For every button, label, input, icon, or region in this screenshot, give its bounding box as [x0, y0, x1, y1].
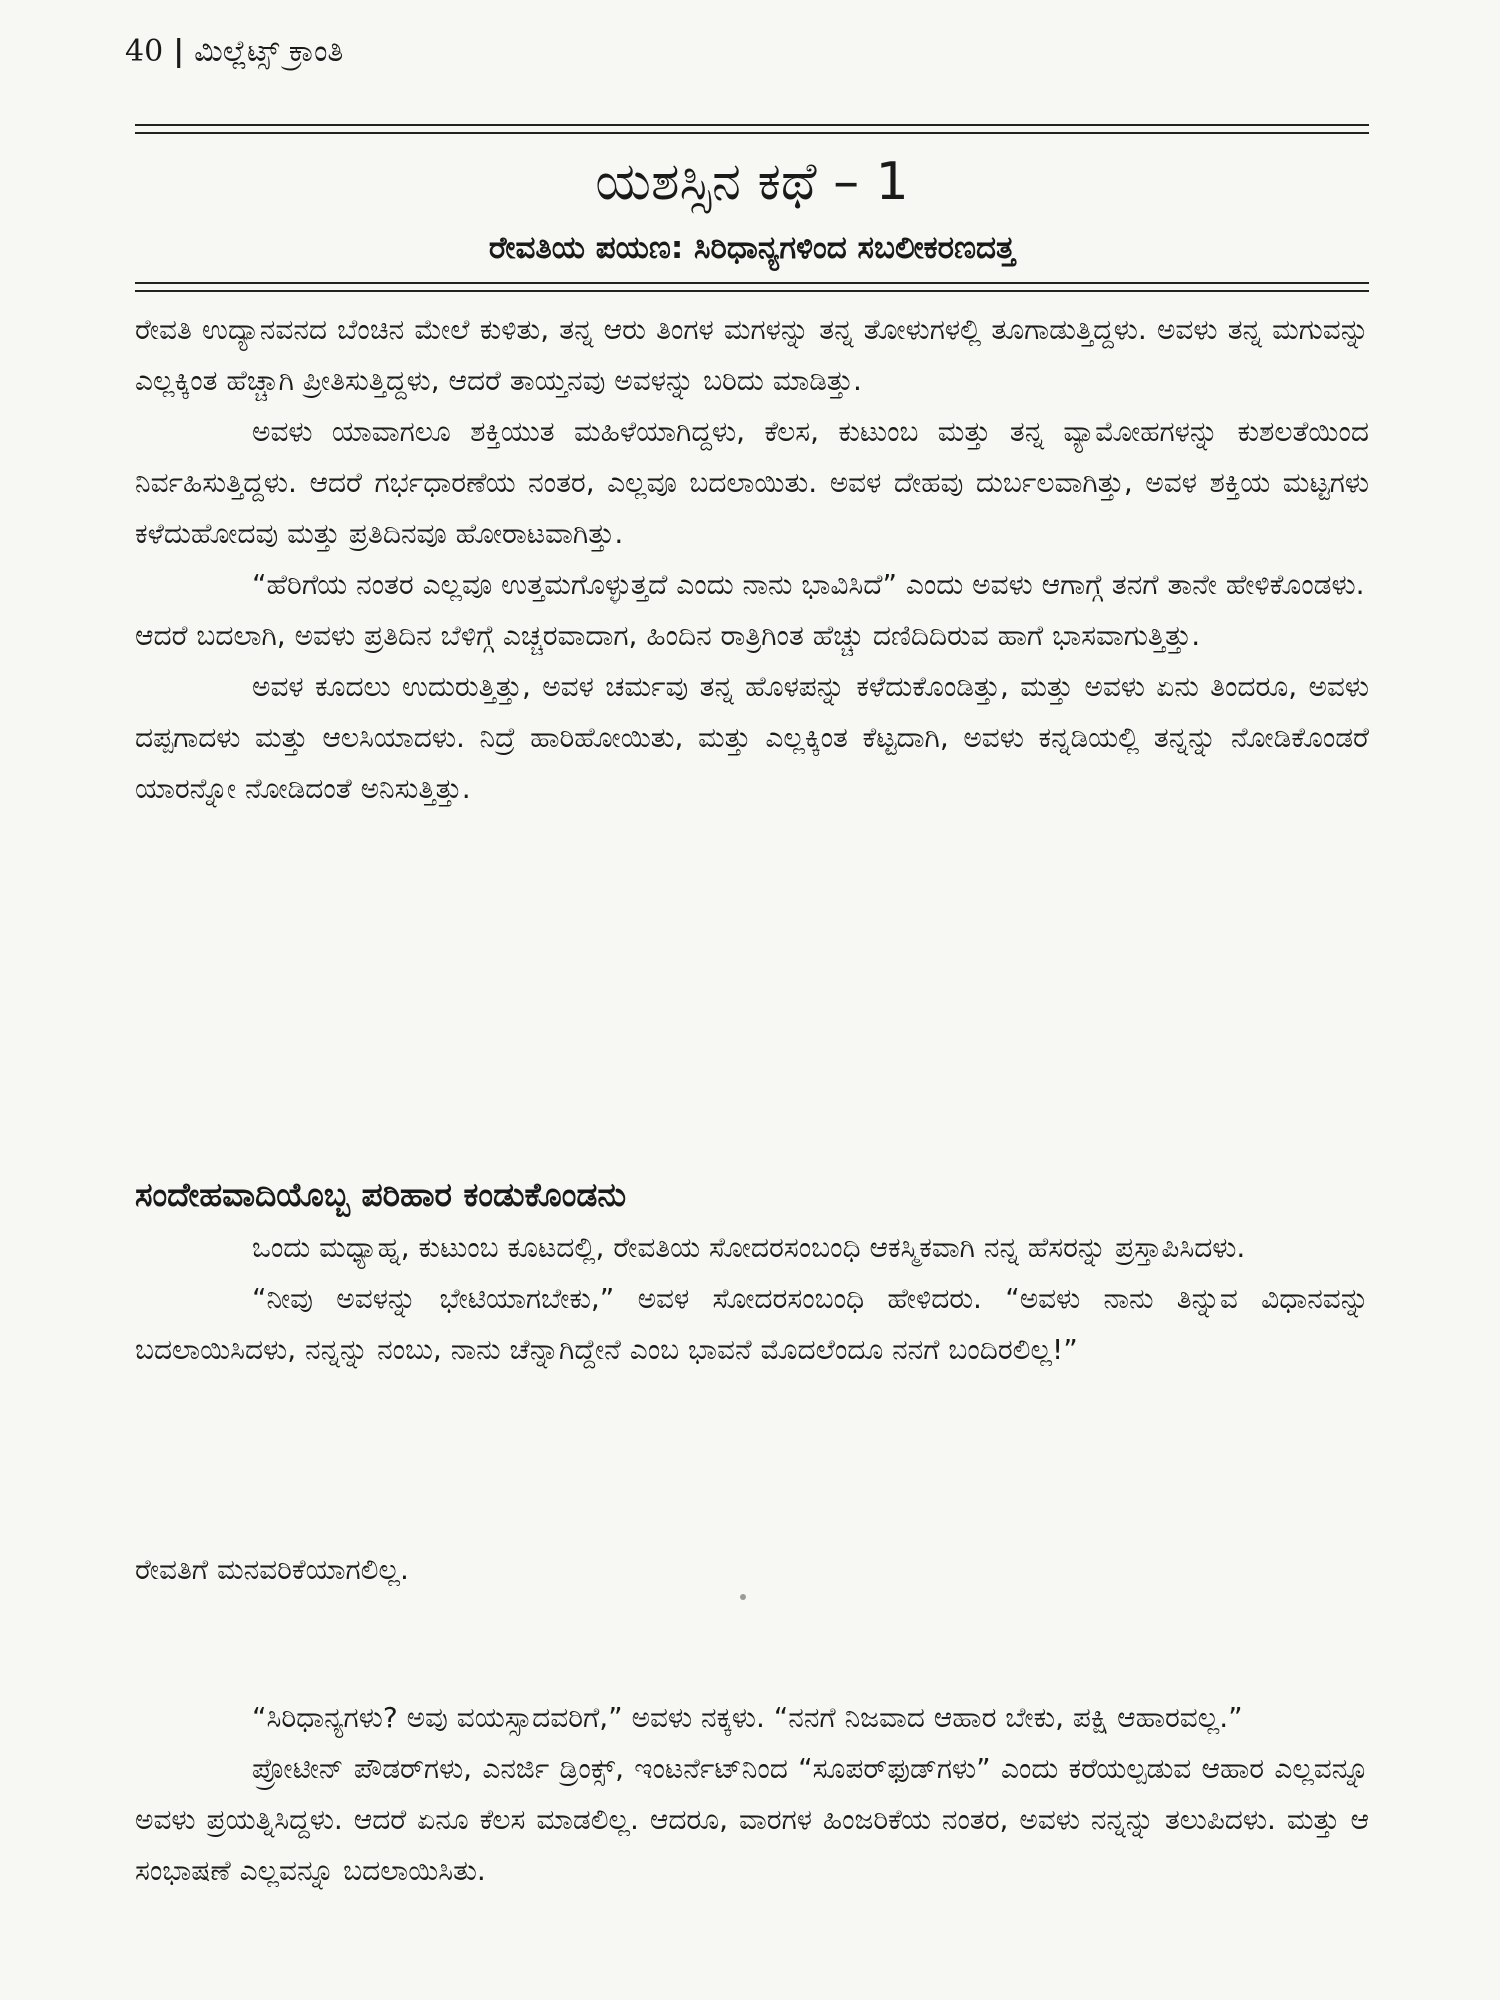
paragraph: ಅವಳ ಕೂದಲು ಉದುರುತ್ತಿತ್ತು, ಅವಳ ಚರ್ಮವು ತನ್ನ ಹೊಳಪನ್ನು ಕಳೆದುಕೊಂಡಿತ್ತು, ಮತ್ತು ಅವಳು ಏನು ತಿಂದರೂ, ಅವಳು ದಪ್ಪಗಾದಳು ಮತ್ತು ಆಲಸಿಯಾದಳು. ನಿದ್ರೆ ಹಾರಿಹೋಯಿತು, ಮತ್ತು ಎಲ್ಲಕ್ಕಿಂತ ಕೆಟ್ಟದಾಗಿ, ಅವಳು ಕನ್ನಡಿಯಲ್ಲಿ ತನ್ನನ್ನು ನೋಡಿಕೊಂಡರೆ ಯಾರನ್ನೋ ನೋಡಿದಂತೆ ಅನಿಸುತ್ತಿತ್ತು.	[135, 670, 1369, 805]
running-header	[125, 32, 343, 72]
story-subtitle: ರೇವತಿಯ ಪಯಣ: ಸಿರಿಧಾನ್ಯಗಳಿಂದ ಸಬಲೀಕರಣದತ್ತ	[488, 230, 1016, 266]
paragraph: “ಸಿರಿಧಾನ್ಯಗಳು? ಅವು ವಯಸ್ಸಾದವರಿಗೆ,” ಅವಳು ನಕ್ಕಳು. “ನನಗೆ ನಿಜವಾದ ಆಹಾರ ಬೇಕು, ಪಕ್ಷಿ ಆಹಾರವಲ್ಲ.”	[252, 1701, 1243, 1734]
paragraph: ರೇವತಿ ಉದ್ಯಾನವನದ ಬೆಂಚಿನ ಮೇಲೆ ಕುಳಿತು, ತನ್ನ ಆರು ತಿಂಗಳ ಮಗಳನ್ನು ತನ್ನ ತೋಳುಗಳಲ್ಲಿ ತೂಗಾಡುತ್ತಿದ್ದಳು. ಅವಳು ತನ್ನ ಮಗುವನ್ನು ಎಲ್ಲಕ್ಕಿಂತ ಹೆಚ್ಚಾಗಿ ಪ್ರೀತಿಸುತ್ತಿದ್ದಳು, ಆದರೆ ತಾಯ್ತನವು ಅವಳನ್ನು ಬರಿದು ಮಾಡಿತ್ತು.	[135, 313, 1369, 397]
print-speck	[740, 1594, 746, 1600]
story-body-part-2	[135, 1222, 1369, 1375]
paragraph: ಒಂದು ಮಧ್ಯಾಹ್ನ, ಕುಟುಂಬ ಕೂಟದಲ್ಲಿ, ರೇವತಿಯ ಸೋದರಸಂಬಂಧಿ ಆಕಸ್ಮಿಕವಾಗಿ ನನ್ನ ಹೆಸರನ್ನು ಪ್ರಸ್ತಾಪಿಸಿದಳು.	[252, 1231, 1246, 1264]
section-heading: ಸಂದೇಹವಾದಿಯೊಬ್ಬ ಪರಿಹಾರ ಕಂಡುಕೊಂಡನು	[135, 1175, 627, 1214]
paragraph: ರೇವತಿಗೆ ಮನವರಿಕೆಯಾಗಲಿಲ್ಲ.	[135, 1553, 409, 1586]
story-title: ಯಶಸ್ಸಿನ ಕಥೆ – 1	[595, 152, 909, 212]
paragraph: ಅವಳು ಯಾವಾಗಲೂ ಶಕ್ತಿಯುತ ಮಹಿಳೆಯಾಗಿದ್ದಳು, ಕೆಲಸ, ಕುಟುಂಬ ಮತ್ತು ತನ್ನ ವ್ಯಾಮೋಹಗಳನ್ನು ಕುಶಲತೆಯಿಂದ ನಿರ್ವಹಿಸುತ್ತಿದ್ದಳು. ಆದರೆ ಗರ್ಭಧಾರಣೆಯ ನಂತರ, ಎಲ್ಲವೂ ಬದಲಾಯಿತು. ಅವಳ ದೇಹವು ದುರ್ಬಲವಾಗಿತ್ತು, ಅವಳ ಶಕ್ತಿಯ ಮಟ್ಟಗಳು ಕಳೆದುಹೋದವು ಮತ್ತು ಪ್ರತಿದಿನವೂ ಹೋರಾಟವಾಗಿತ್ತು.	[135, 415, 1369, 550]
title-rule-top	[135, 124, 1369, 134]
story-body-part-3	[135, 1544, 1369, 1595]
paragraph: “ಹೆರಿಗೆಯ ನಂತರ ಎಲ್ಲವೂ ಉತ್ತಮಗೊಳ್ಳುತ್ತದೆ ಎಂದು ನಾನು ಭಾವಿಸಿದೆ” ಎಂದು ಅವಳು ಆಗಾಗ್ಗೆ ತನಗೆ ತಾನೇ ಹೇಳಿಕೊಂಡಳು.	[252, 568, 1365, 601]
running-book-title: ಮಿಲ್ಲೆಟ್ಸ್ ಕ್ರಾಂತಿ	[194, 34, 344, 69]
paragraph: “ನೀವು ಅವಳನ್ನು ಭೇಟಿಯಾಗಬೇಕು,” ಅವಳ ಸೋದರಸಂಬಂಧಿ ಹೇಳಿದರು. “ಅವಳು ನಾನು ತಿನ್ನುವ ವಿಧಾನವನ್ನು ಬದಲಾಯಿಸಿದಳು, ನನ್ನನ್ನು ನಂಬು, ನಾನು ಚೆನ್ನಾಗಿದ್ದೇನೆ ಎಂಬ ಭಾವನೆ ಮೊದಲೆಂದೂ ನನಗೆ ಬಂದಿರಲಿಲ್ಲ!”	[135, 1282, 1369, 1366]
page-number: 40	[125, 34, 164, 69]
title-rule-bottom	[135, 282, 1369, 292]
header-separator: |	[173, 34, 185, 69]
story-body-part-1	[135, 304, 1369, 814]
paragraph: ಆದರೆ ಬದಲಾಗಿ, ಅವಳು ಪ್ರತಿದಿನ ಬೆಳಿಗ್ಗೆ ಎಚ್ಚರವಾದಾಗ, ಹಿಂದಿನ ರಾತ್ರಿಗಿಂತ ಹೆಚ್ಚು ದಣಿದಿದಿರುವ ಹಾಗೆ ಭಾಸವಾಗುತ್ತಿತ್ತು.	[135, 619, 1201, 652]
story-body-part-4	[135, 1692, 1369, 1896]
paragraph: ಪ್ರೋಟೀನ್ ಪೌಡರ್‌ಗಳು, ಎನರ್ಜಿ ಡ್ರಿಂಕ್ಸ್, ಇಂಟರ್ನೆಟ್‌ನಿಂದ “ಸೂಪರ್‌ಫುಡ್‌ಗಳು” ಎಂದು ಕರೆಯಲ್ಪಡುವ ಆಹಾರ ಎಲ್ಲವನ್ನೂ ಅವಳು ಪ್ರಯತ್ನಿಸಿದ್ದಳು. ಆದರೆ ಏನೂ ಕೆಲಸ ಮಾಡಲಿಲ್ಲ. ಆದರೂ, ವಾರಗಳ ಹಿಂಜರಿಕೆಯ ನಂತರ, ಅವಳು ನನ್ನನ್ನು ತಲುಪಿದಳು. ಮತ್ತು ಆ ಸಂಭಾಷಣೆ ಎಲ್ಲವನ್ನೂ ಬದಲಾಯಿಸಿತು.	[135, 1752, 1369, 1887]
